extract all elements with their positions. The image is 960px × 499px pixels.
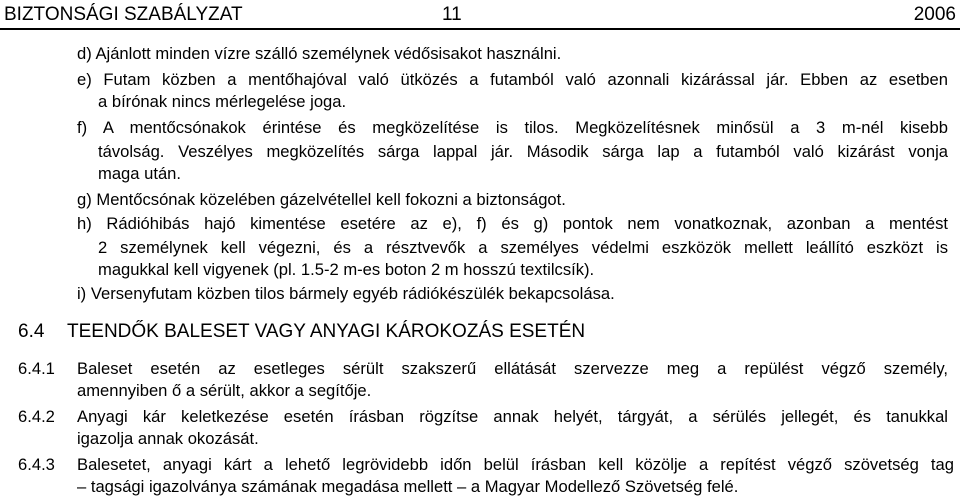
subsection-text-line: igazolja annak okozását.: [77, 429, 259, 448]
subsection-number: 6.4.1: [18, 359, 55, 378]
subsection-text-line: Anyagi kár keletkezése esetén írásban rögzítse annak helyét, tárgyát, a sérülés jellegét, és tanukkal: [77, 407, 948, 426]
subsection-text-line: Balesetet, anyagi kárt a lehető legrövidebb időn belül írásban kell közölje a repítést végző szövetség tag: [77, 455, 954, 474]
section-number: 6.4: [18, 321, 45, 342]
section-title: TEENDŐK BALESET VAGY ANYAGI KÁROKOZÁS ESETÉN: [67, 321, 586, 342]
item-e-line-1: e) Futam közben a mentőhajóval való ütközés a futamból való azonnali kizárással jár. Ebben az esetben: [77, 70, 948, 89]
document-title: BIZTONSÁGI SZABÁLYZAT: [4, 4, 243, 25]
item-d: d) Ajánlott minden vízre szálló személynek védősisakot használni.: [77, 44, 562, 63]
item-f-line-2: távolság. Veszélyes megközelítés sárga lappal jár. Második sárga lap a futamból való kizárást vonja: [98, 142, 948, 161]
subsection-text-line: – tagsági igazolványa számának megadása mellett – a Magyar Modellező Szövetség felé.: [77, 477, 739, 496]
subsection-text-line: amennyiben ő a sérült, akkor a segítője.: [77, 381, 372, 400]
item-f-line-1: f) A mentőcsónakok érintése és megközelítése is tilos. Megközelítésnek minősül a 3 m-nél kisebb: [77, 118, 948, 137]
subsection-number: 6.4.3: [18, 455, 55, 474]
subsection-number: 6.4.2: [18, 407, 55, 426]
subsection-text-line: Baleset esetén az esetleges sérült szakszerű ellátását szervezze meg a repülést végző személy,: [77, 359, 948, 378]
document-year: 2006: [913, 4, 956, 25]
item-f-line-3: maga után.: [98, 164, 182, 183]
page-number: 11: [442, 4, 462, 25]
page-header: [0, 0, 960, 30]
item-h-line-1: h) Rádióhibás hajó kimentése esetére az e), f) és g) pontok nem vonatkoznak, azonban a mentést: [77, 214, 948, 233]
item-g: g) Mentőcsónak közelében gázelvétellel kell fokozni a biztonságot.: [77, 190, 566, 209]
item-i: i) Versenyfutam közben tilos bármely egyéb rádiókészülék bekapcsolása.: [77, 284, 615, 303]
item-h-line-2: 2 személynek kell végezni, és a résztvevők a személyes védelmi eszközök mellett leállító eszközt is: [98, 238, 948, 257]
item-h-line-3: magukkal kell vigyenek (pl. 1.5-2 m-es boton 2 m hosszú textilcsík).: [98, 260, 595, 279]
item-e-line-2: a bírónak nincs mérlegelése joga.: [98, 92, 347, 111]
